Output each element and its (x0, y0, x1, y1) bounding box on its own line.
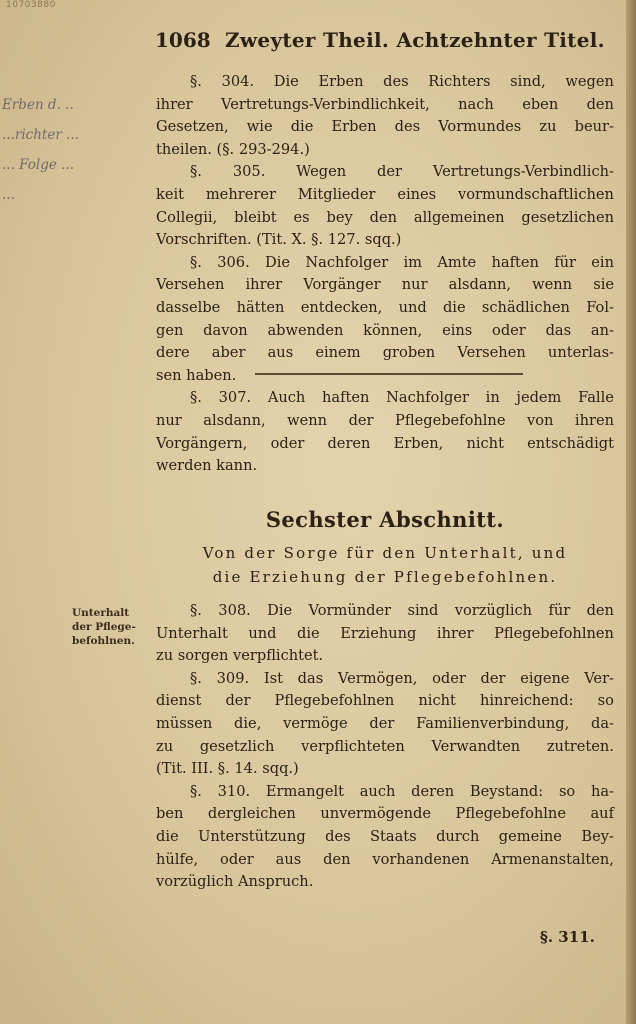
text-line: zu sorgen verpflichtet. (156, 647, 324, 665)
section-subtitle-line: die Erziehung der Pflegebefohlnen. (212, 568, 558, 586)
text-line: müssen die, vermöge der Familienverbindung, da- (156, 714, 614, 732)
paragraph (156, 161, 614, 251)
text-line: Versehen ihrer Vorgänger nur alsdann, wenn sie (156, 276, 614, 294)
text-line: sen haben. (156, 366, 237, 384)
paragraph (156, 600, 614, 668)
text-line: werden kann. (156, 457, 258, 475)
catchword: §. 311. (540, 928, 595, 946)
running-head-title: Zweyter Theil. Achtzehnter Titel. (225, 28, 605, 52)
manuscript-line: ...richter ... (2, 127, 79, 143)
page-number: 1068 (155, 28, 211, 52)
text-line: Unterhalt und die Erziehung ihrer Pflegebefohlnen (156, 624, 614, 642)
text-line: theilen. (§. 293-294.) (156, 140, 310, 158)
text-line: keit mehrerer Mitglieder eines vormundschaftlichen (156, 185, 614, 203)
text-line: Collegii, bleibt es bey den allgemeinen gesetzlichen (156, 208, 614, 226)
paragraph (156, 668, 614, 781)
marginal-note (72, 606, 152, 648)
page-edge (626, 0, 636, 1024)
text-line: zu gesetzlich verpflichteten Verwandten zutreten. (156, 737, 614, 755)
text-line: Vorschriften. (Tit. X. §. 127. sqq.) (156, 231, 402, 249)
body-text-bottom (156, 600, 614, 894)
paragraph (156, 71, 614, 161)
section-subtitle-line: Von der Sorge für den Unterhalt, und (202, 544, 568, 562)
text-line: dasselbe hätten entdecken, und die schädlichen Fol- (156, 298, 614, 316)
text-line: §. 309. Ist das Vermögen, oder der eigene Ver- (190, 669, 614, 687)
text-line: ihrer Vertretungs-Verbindlichkeit, nach eben den (156, 95, 614, 113)
paragraph (156, 387, 614, 477)
text-line: §. 308. Die Vormünder sind vorzüglich für den (190, 602, 614, 619)
paragraph (156, 781, 614, 894)
text-line: Gesetzen, wie die Erben des Vormundes zu beur- (156, 118, 614, 136)
marginal-note-line: Unterhalt (72, 607, 130, 619)
section-title: Sechster Abschnitt. (265, 507, 505, 532)
text-line: gen davon abwenden können, eins oder das an- (156, 321, 614, 339)
running-header (155, 28, 605, 58)
manuscript-line: ... (2, 187, 15, 203)
text-line: Vorgängern, oder deren Erben, nicht entschädigt (156, 434, 614, 452)
paragraph (156, 252, 614, 388)
marginal-note-line: der Pflege- (72, 621, 136, 633)
text-line: dienst der Pflegebefohlnen nicht hinreichend: so (156, 692, 614, 710)
handwritten-margin-notes (2, 90, 152, 210)
body-text-top (156, 71, 614, 478)
marginal-note-line: befohlnen. (72, 635, 135, 647)
manuscript-line: Erben d. .. (2, 97, 74, 113)
manuscript-line: ... Folge ... (2, 157, 75, 173)
text-line: §. 305. Wegen der Vertretungs-Verbindlich- (190, 163, 614, 181)
section-subtitle (156, 541, 614, 589)
text-line: §. 304. Die Erben des Richters sind, wegen (190, 73, 614, 90)
text-line: (Tit. III. §. 14. sqq.) (156, 760, 299, 778)
underline-mark (255, 373, 523, 375)
library-stamp: 10703880 (6, 0, 56, 10)
text-line: nur alsdann, wenn der Pflegebefohlne von ihren (156, 411, 614, 429)
text-line: die Unterstützung des Staats durch gemeine Bey- (156, 827, 614, 845)
text-line: vorzüglich Anspruch. (156, 873, 314, 891)
text-line: dere aber aus einem groben Versehen unterlas- (156, 344, 614, 362)
text-line: §. 310. Ermangelt auch deren Beystand: so ha- (190, 782, 614, 800)
text-line: ben dergleichen unvermögende Pflegebefohlne auf (156, 805, 614, 823)
text-line: §. 307. Auch haften Nachfolger in jedem Falle (190, 389, 614, 407)
text-line: hülfe, oder aus den vorhandenen Armenanstalten, (156, 850, 614, 868)
text-line: §. 306. Die Nachfolger im Amte haften für ein (190, 253, 614, 271)
